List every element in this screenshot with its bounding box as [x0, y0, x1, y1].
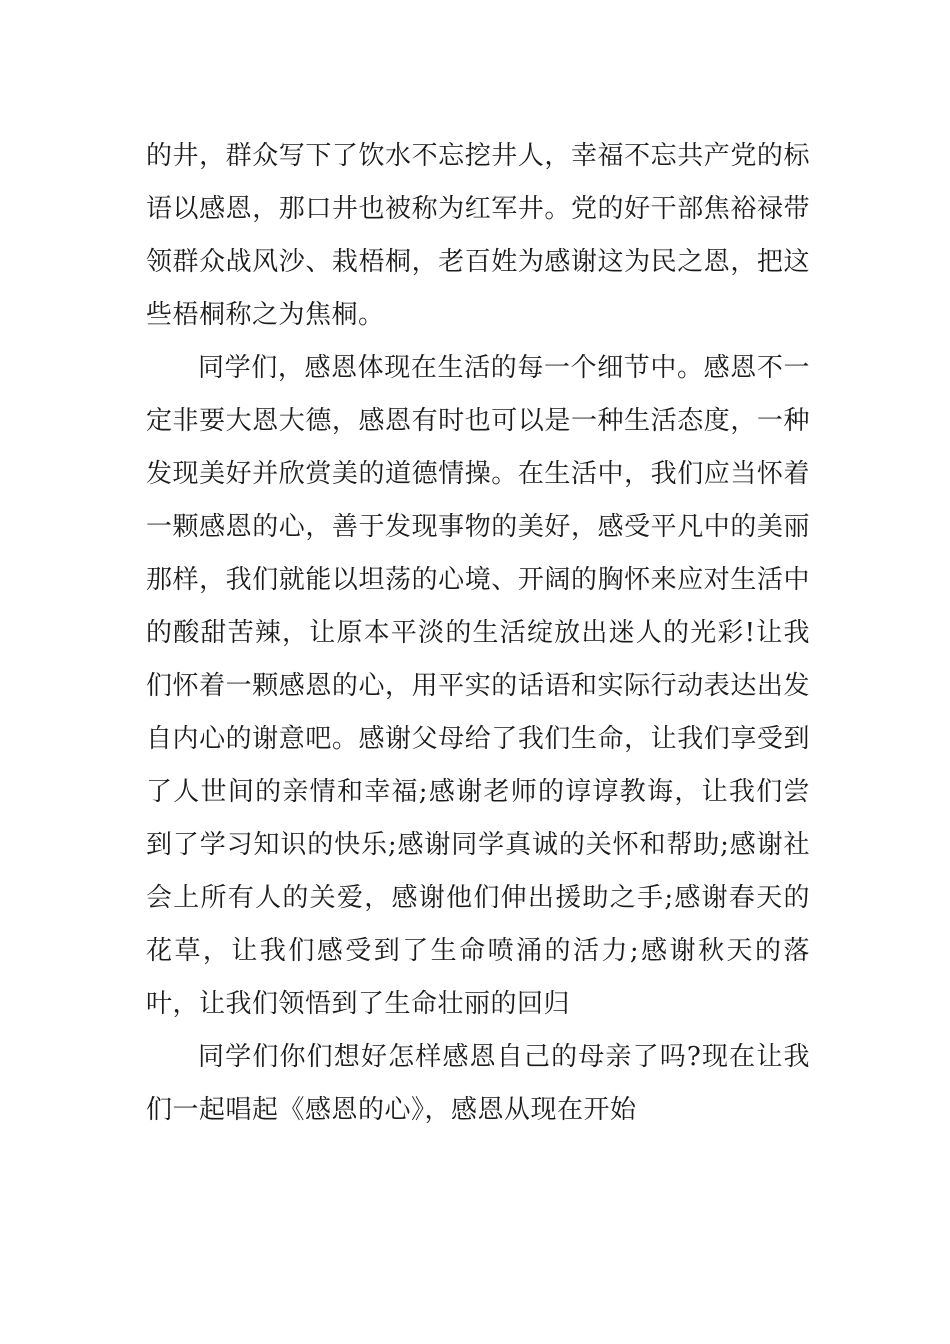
paragraph-1: 的井，群众写下了饮水不忘挖井人，幸福不忘共产党的标语以感恩，那口井也被称为红军井。党的好干部焦裕禄带领群众战风沙、栽梧桐，老百姓为感谢这为民之恩，把这些梧桐称之为焦桐。 — [146, 141, 810, 330]
document-body — [146, 130, 810, 1137]
paragraph-3: 同学们你们想好怎样感恩自己的母亲了吗?现在让我们一起唱起《感恩的心》，感恩从现在开始 — [146, 1042, 810, 1125]
paragraph-2: 同学们，感恩体现在生活的每一个细节中。感恩不一定非要大恩大德，感恩有时也可以是一种生活态度，一种发现美好并欣赏美的道德情操。在生活中，我们应当怀着一颗感恩的心，善于发现事物的美好，感受平凡中的美丽那样，我们就能以坦荡的心境、开阔的胸怀来应对生活中的酸甜苦辣，让原本平淡的生活绽放出迷人的光彩!让我们怀着一颗感恩的心，用平实的话语和实际行动表达出发自内心的谢意吧。感谢父母给了我们生命，让我们享受到了人世间的亲情和幸福;感谢老师的谆谆教诲，让我们尝到了学习知识的快乐;感谢同学真诚的关怀和帮助;感谢社会上所有人的关爱，感谢他们伸出援助之手;感谢春天的花草，让我们感受到了生命喷涌的活力;感谢秋天的落叶，让我们领悟到了生命壮丽的回归 — [146, 353, 810, 1019]
